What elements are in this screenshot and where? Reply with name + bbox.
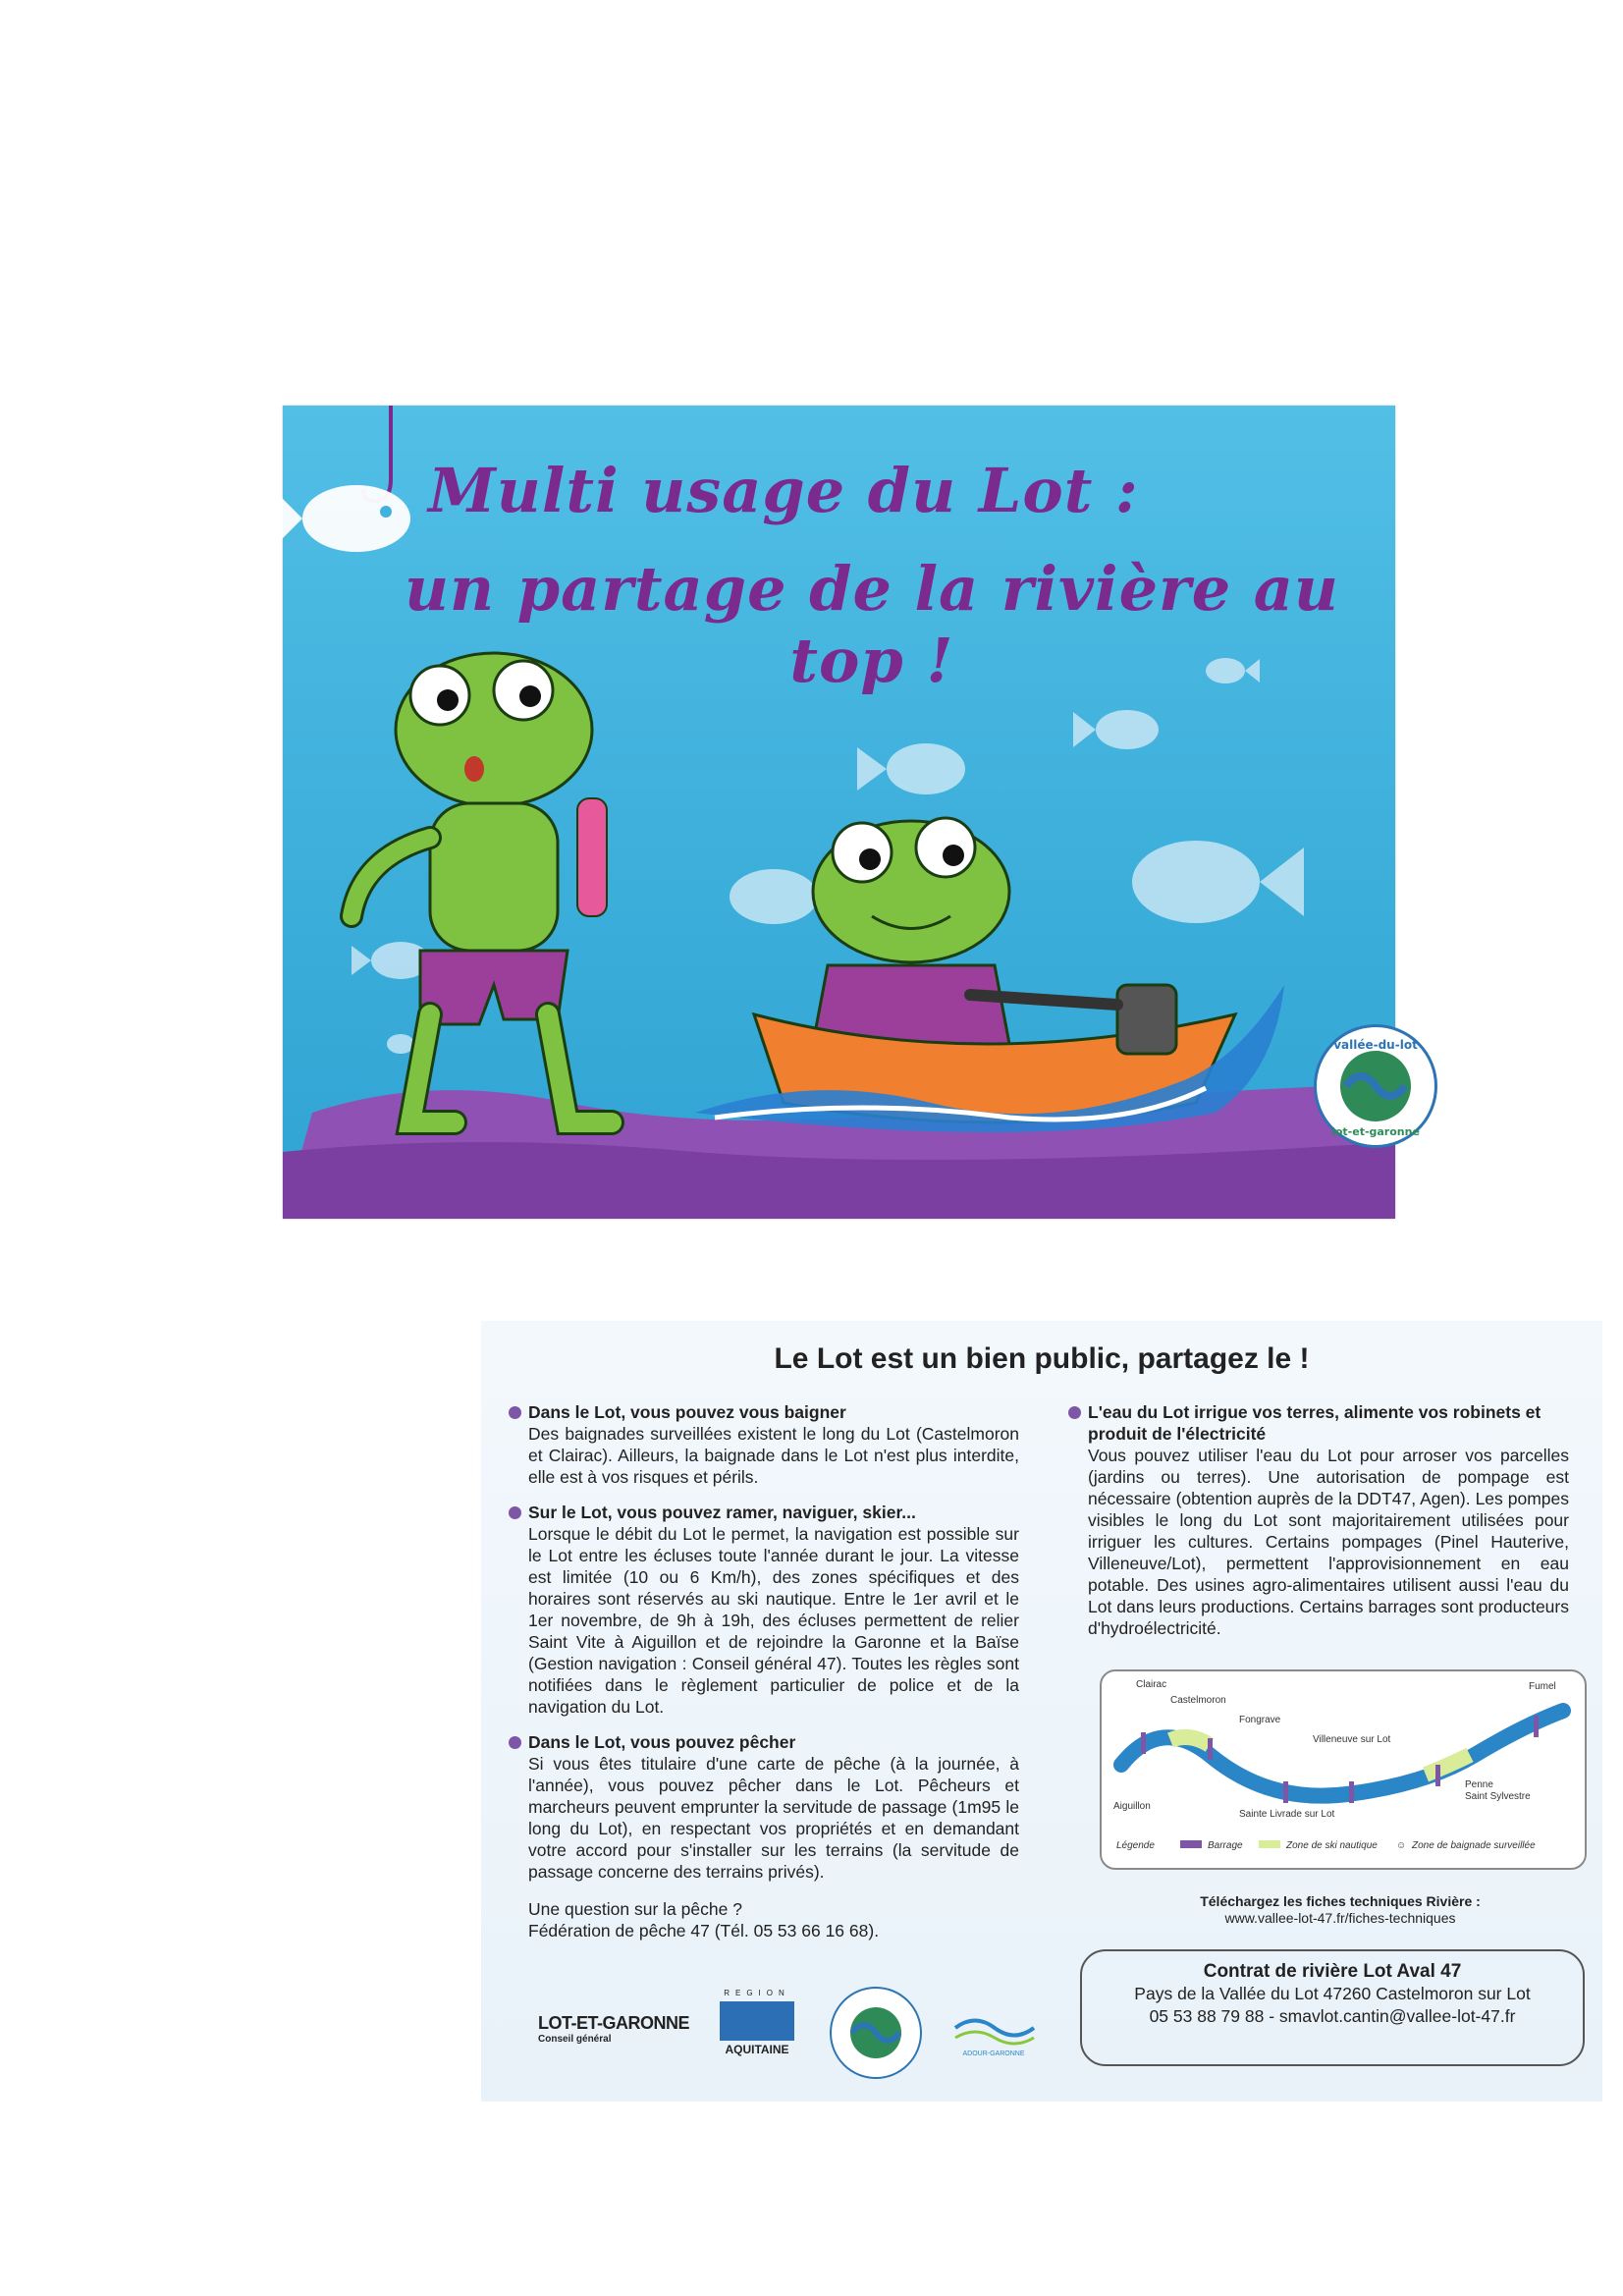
logo-lg-sub: Conseil général [538, 2034, 612, 2045]
question-line2: Fédération de pêche 47 (Tél. 05 53 66 16 68). [528, 1921, 880, 1941]
town-clairac: Clairac [1136, 1679, 1167, 1690]
town-castelmoron: Castelmoron [1170, 1695, 1226, 1706]
logo-adour-garonne [950, 2008, 1037, 2063]
left-column [509, 1401, 1019, 1941]
ski-zone [1426, 1755, 1470, 1775]
question-line1: Une question sur la pêche ? [528, 1899, 742, 1919]
logo-region-text: REGION [724, 1989, 790, 1997]
white-fish-icon [273, 485, 410, 552]
section-title: Sur le Lot, vous pouvez ramer, naviguer, skier... [509, 1502, 1019, 1523]
vallee-du-lot-badge [1314, 1024, 1437, 1148]
section-navigation [509, 1502, 1019, 1718]
river-map [1100, 1669, 1587, 1870]
legend-title: Légende [1116, 1840, 1155, 1851]
legend-bathing: Zone de baignade surveillée [1412, 1840, 1536, 1851]
download-info [1119, 1893, 1561, 1927]
town-sainte-livrade: Sainte Livrade sur Lot [1239, 1809, 1335, 1820]
ski-zone [1170, 1737, 1210, 1745]
section-swimming [509, 1401, 1019, 1488]
fish-icon [1073, 710, 1159, 749]
postcard-front [283, 406, 1420, 1219]
town-penne: Penne [1465, 1779, 1493, 1790]
town-aiguillon: Aiguillon [1113, 1801, 1151, 1812]
right-column [1068, 1401, 1569, 1653]
logo-lg-name: LOT-ET-GARONNE [538, 2013, 689, 2033]
badge-bottom-text: lot-et-garonne [1331, 1125, 1420, 1138]
section-title: Dans le Lot, vous pouvez vous baigner [509, 1401, 1019, 1423]
badge-top-text: vallée-du-lot [1333, 1038, 1418, 1052]
fish-icon [1132, 841, 1304, 923]
section-water-use [1068, 1401, 1569, 1639]
contract-address: Pays de la Vallée du Lot 47260 Castelmoron sur Lot [1134, 1984, 1531, 2003]
fish-icon [857, 743, 965, 794]
legend-dam-swatch [1180, 1840, 1202, 1848]
download-link[interactable]: www.vallee-lot-47.fr/fiches-techniques [1224, 1910, 1456, 1926]
logo-aquitaine [717, 1989, 797, 2056]
section-body: Lorsque le débit du Lot le permet, la navigation est possible sur le Lot entre les écluses toute l'année durant le jour. La vitesse est limitée (10 ou 6 Km/h), des zones spécifiques et des horaires sont réservés au ski nautique. Entre le 1er avril et le 1er novembre, de 9h à 19h, des écluses permettent de relier Saint Vite à Aiguillon et de rejoindre la Garonne et la Baïse (Gestion navigation : Conseil général 47). Toutes les règles sont notifiées dans le règlement particulier de police et de la navigation du Lot. [528, 1524, 1019, 1717]
legend-ski-swatch [1259, 1840, 1280, 1848]
postcard-back [481, 1321, 1602, 2102]
postcard-title-line2: un partage de la rivière au top ! [404, 553, 1339, 696]
logo-ag-text: ADOUR-GARONNE [962, 2050, 1025, 2057]
section-title: Dans le Lot, vous pouvez pêcher [509, 1731, 1019, 1753]
back-heading: Le Lot est un bien public, partagez le ! [774, 1342, 1310, 1375]
swimmer-icon: ☺ [1396, 1840, 1407, 1851]
town-saint-sylvestre: Saint Sylvestre [1465, 1791, 1531, 1802]
town-fongrave: Fongrave [1239, 1715, 1281, 1725]
illustration-scene [283, 406, 1395, 1219]
legend-dam: Barrage [1208, 1840, 1243, 1851]
fishing-question [509, 1898, 1019, 1941]
section-body: Vous pouvez utiliser l'eau du Lot pour arroser vos parcelles (jardins ou terres). Une autorisation de pompage est nécessaire (obtention auprès de la DDT47, Agen). Les pompes visibles le long du Lot sont majoritairement utilisées pour irriguer les cultures. Certains pompages (Pinel Hauterive, Villeneuve/Lot), permettent l'approvisionnement en eau potable. Des usines agro-alimentaires utilisent aussi l'eau du Lot dans leurs productions. Certains barrages sont producteurs d'hydroélectricité. [1088, 1446, 1569, 1638]
postcard-title-line1: Multi usage du Lot : [428, 455, 1139, 526]
section-fishing [509, 1731, 1019, 1883]
town-villeneuve: Villeneuve sur Lot [1313, 1734, 1391, 1745]
contract-box [1080, 1949, 1585, 2066]
fish-icon [352, 942, 430, 979]
logo-vallee-du-lot [827, 1984, 925, 2082]
download-line1: Téléchargez les fiches techniques Rivière : [1200, 1893, 1481, 1909]
logo-aquitaine-text: AQUITAINE [725, 2043, 789, 2056]
river-lot [1121, 1711, 1563, 1796]
contract-title: Contrat de rivière Lot Aval 47 [1203, 1961, 1462, 1982]
section-title: L'eau du Lot irrigue vos terres, alimente vos robinets et produit de l'électricité [1068, 1401, 1569, 1445]
frog-standing [352, 653, 612, 1122]
section-body: Si vous êtes titulaire d'une carte de pêche (à la journée, à l'année), vous pouvez pêcher dans le Lot. Pêcheurs et marcheurs peuvent emprunter la servitude de passage (1m95 le long du Lot), en respectant vos propriétés et en demandant votre accord pour s'installer sur les terrains (la servitude de passage concerne des terrains privés). [528, 1754, 1019, 1882]
legend-ski: Zone de ski nautique [1286, 1840, 1378, 1851]
fish-icon [387, 1034, 414, 1054]
contract-contact: 05 53 88 79 88 - smavlot.cantin@vallee-lot-47.fr [1149, 2006, 1516, 2026]
section-body: Des baignades surveillées existent le long du Lot (Castelmoron et Clairac). Ailleurs, la baignade dans le Lot n'est plus interdite, elle est à vos risques et périls. [528, 1424, 1019, 1487]
aquitaine-emblem-icon [720, 2001, 794, 2041]
logo-lot-et-garonne [538, 2013, 695, 2045]
town-fumel: Fumel [1529, 1681, 1556, 1692]
